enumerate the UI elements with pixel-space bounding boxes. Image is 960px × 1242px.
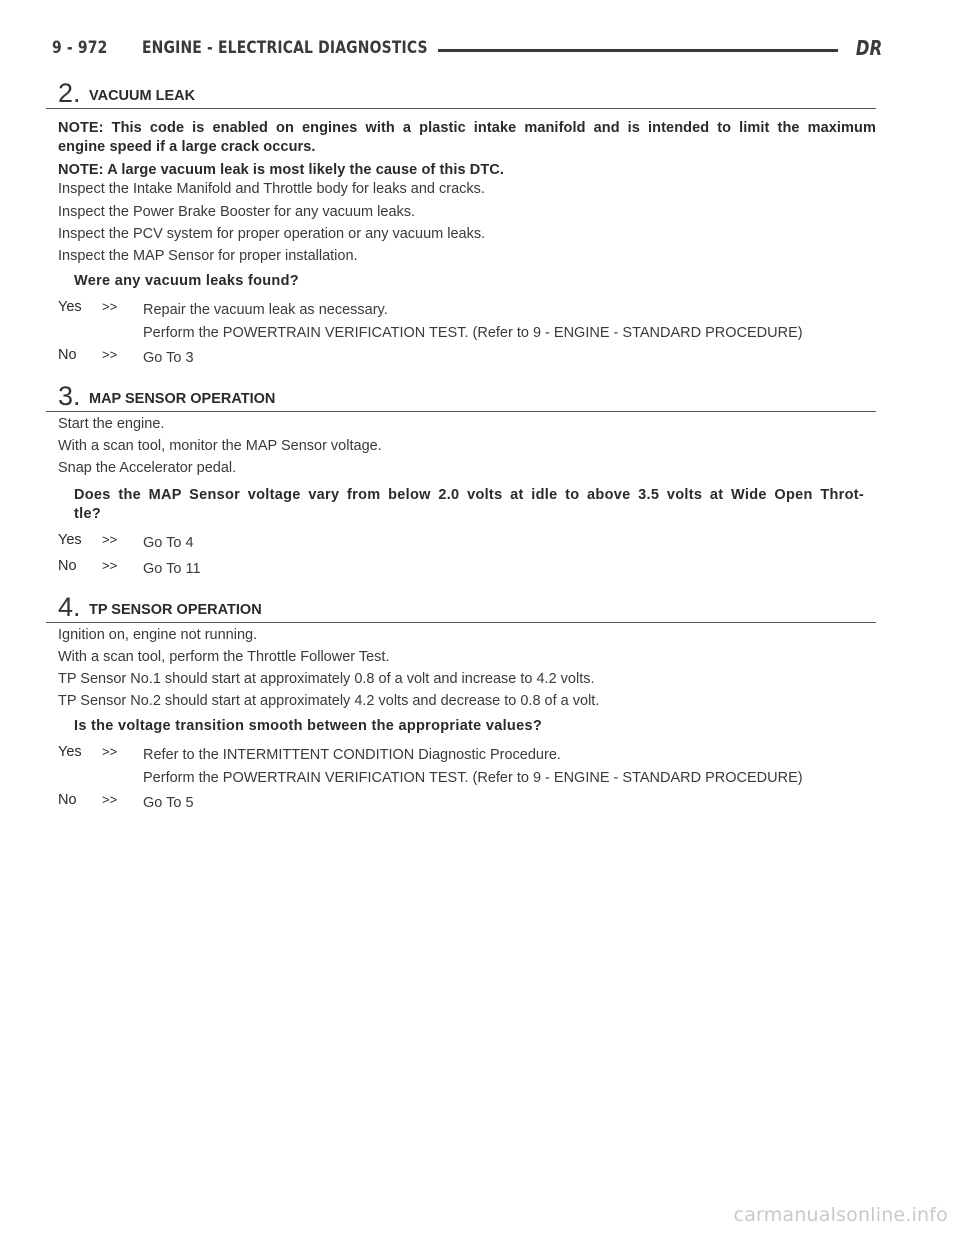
section-number: 4. xyxy=(58,592,81,622)
arrow-marker: >> xyxy=(102,792,118,807)
step-text: Inspect the MAP Sensor for proper installation. xyxy=(58,248,358,264)
step-text: Inspect the PCV system for proper operation or any vacuum leaks. xyxy=(58,226,486,242)
question-text: Were any vacuum leaks found? xyxy=(74,273,299,289)
no-label: No xyxy=(58,792,77,808)
section-title: MAP SENSOR OPERATION xyxy=(89,391,276,407)
step-text: Inspect the Power Brake Booster for any vacuum leaks. xyxy=(58,204,416,220)
step-text: TP Sensor No.2 should start at approximately 4.2 volts and decrease to 0.8 of a volt. xyxy=(58,693,600,709)
question-text: Is the voltage transition smooth between the appropriate values? xyxy=(74,718,542,734)
yes-label: Yes xyxy=(58,532,82,548)
section-number: 3. xyxy=(58,381,81,411)
no-label: No xyxy=(58,347,77,363)
step-text: Ignition on, engine not running. xyxy=(58,627,258,643)
arrow-marker: >> xyxy=(102,558,118,573)
page-header xyxy=(46,36,882,62)
note-line: NOTE: A large vacuum leak is most likely the cause of this DTC. xyxy=(58,162,504,178)
section-vacuum-leak xyxy=(46,78,876,109)
note-line: engine speed if a large crack occurs. xyxy=(58,139,316,155)
page-number: 9 - 972 xyxy=(52,38,108,58)
step-text: Snap the Accelerator pedal. xyxy=(58,460,237,476)
section-heading xyxy=(46,592,876,623)
response-text: Perform the POWERTRAIN VERIFICATION TEST. (Refer to 9 - ENGINE - STANDARD PROCEDURE) xyxy=(143,770,803,786)
model-code: DR xyxy=(855,36,882,60)
section-heading xyxy=(46,78,876,109)
arrow-marker: >> xyxy=(102,744,118,759)
no-label: No xyxy=(58,558,77,574)
response-text: Refer to the INTERMITTENT CONDITION Diagnostic Procedure. xyxy=(143,747,561,763)
response-text: Go To 3 xyxy=(143,350,194,366)
section-tp-sensor-operation xyxy=(46,592,876,623)
section-title: TP SENSOR OPERATION xyxy=(89,602,262,618)
response-text: Go To 4 xyxy=(143,535,194,551)
step-text: Inspect the Intake Manifold and Throttle body for leaks and cracks. xyxy=(58,181,485,197)
header-rule xyxy=(438,49,838,52)
section-title: VACUUM LEAK xyxy=(89,88,196,104)
section-number: 2. xyxy=(58,78,81,108)
section-map-sensor-operation xyxy=(46,381,876,412)
response-text: Go To 5 xyxy=(143,795,194,811)
question-text: tle? xyxy=(74,506,101,522)
step-text: Start the engine. xyxy=(58,416,165,432)
response-text: Go To 11 xyxy=(143,561,201,577)
response-text: Repair the vacuum leak as necessary. xyxy=(143,302,388,318)
step-text: With a scan tool, perform the Throttle Follower Test. xyxy=(58,649,390,665)
yes-label: Yes xyxy=(58,744,82,760)
arrow-marker: >> xyxy=(102,532,118,547)
section-heading xyxy=(46,381,876,412)
arrow-marker: >> xyxy=(102,299,118,314)
response-text: Perform the POWERTRAIN VERIFICATION TEST. (Refer to 9 - ENGINE - STANDARD PROCEDURE) xyxy=(143,325,803,341)
yes-label: Yes xyxy=(58,299,82,315)
watermark: carmanualsonline.info xyxy=(733,1204,948,1226)
question-text: Does the MAP Sensor voltage vary from below 2.0 volts at idle to above 3.5 volts at Wide Open Throt- xyxy=(74,487,864,503)
header-title: ENGINE - ELECTRICAL DIAGNOSTICS xyxy=(142,38,428,58)
arrow-marker: >> xyxy=(102,347,118,362)
step-text: TP Sensor No.1 should start at approximately 0.8 of a volt and increase to 4.2 volts. xyxy=(58,671,595,687)
note-line: NOTE: This code is enabled on engines with a plastic intake manifold and is intended to limit the maximum xyxy=(58,120,876,136)
step-text: With a scan tool, monitor the MAP Sensor voltage. xyxy=(58,438,382,454)
